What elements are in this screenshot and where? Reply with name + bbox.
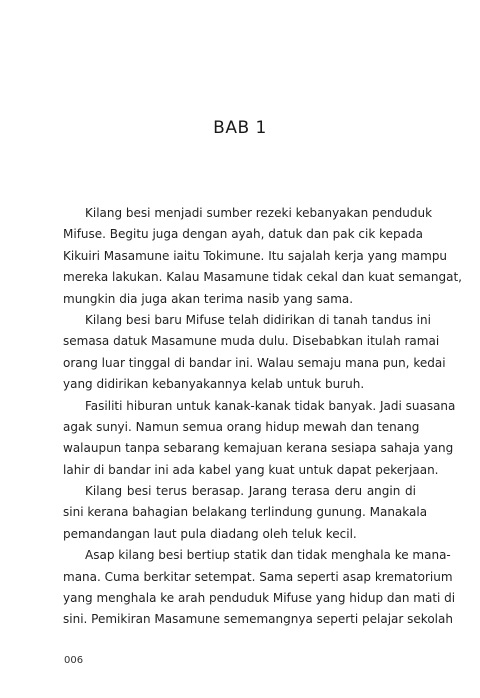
paragraph: [63, 310, 446, 396]
text-line: Kilang besi menjadi sumber rezeki kebanyakan penduduk: [85, 206, 433, 220]
page-number: 006: [64, 655, 84, 666]
text-line: pemandangan laut pula diadang oleh teluk kecil.: [63, 526, 357, 541]
text-line: mana. Cuma berkitar setempat. Sama seperti asap krematorium: [63, 569, 453, 584]
text-line: sini. Pemikiran Masamune sememangnya seperti pelajar sekolah: [63, 612, 453, 627]
chapter-body: [63, 203, 462, 631]
text-line: orang luar tinggal di bandar ini. Walau semaju mana pun, kedai: [63, 355, 446, 370]
paragraph: [63, 481, 428, 545]
paragraph: [63, 203, 462, 310]
text-line: semasa datuk Masamune muda dulu. Disebabkan itulah ramai: [63, 334, 440, 349]
text-line: Mifuse. Begitu juga dengan ayah, datuk dan pak cik kepada: [63, 227, 423, 242]
paragraph: [63, 396, 456, 482]
text-line: mereka lakukan. Kalau Masamune tidak cekal dan kuat semangat,: [63, 270, 462, 285]
text-line: sini kerana bahagian belakang terlindung gunung. Manakala: [63, 505, 428, 520]
text-line: mungkin dia juga akan terima nasib yang sama.: [63, 291, 354, 306]
text-line: yang menghala ke arah penduduk Mifuse yang hidup dan mati di: [63, 591, 456, 606]
chapter-title: BAB 1: [213, 118, 267, 138]
text-line: yang didirikan kebanyakannya kelab untuk buruh.: [63, 377, 365, 392]
text-line: agak sunyi. Namun semua orang hidup mewah dan tenang: [63, 419, 420, 434]
text-line: Kilang besi terus berasap. Jarang terasa deru angin di: [85, 484, 416, 499]
text-line: Kilang besi baru Mifuse telah didirikan di tanah tandus ini: [85, 312, 431, 327]
text-line: Asap kilang besi bertiup statik dan tidak menghala ke mana-: [85, 548, 451, 563]
paragraph: [63, 545, 456, 631]
text-line: lahir di bandar ini ada kabel yang kuat untuk dapat pekerjaan.: [63, 462, 439, 477]
text-line: walaupun tanpa sebarang kemajuan kerana sesiapa sahaja yang: [63, 441, 454, 456]
text-line: Kikuiri Masamune iaitu Tokimune. Itu sajalah kerja yang mampu: [63, 248, 448, 263]
text-line: Fasiliti hiburan untuk kanak-kanak tidak banyak. Jadi suasana: [85, 398, 456, 413]
